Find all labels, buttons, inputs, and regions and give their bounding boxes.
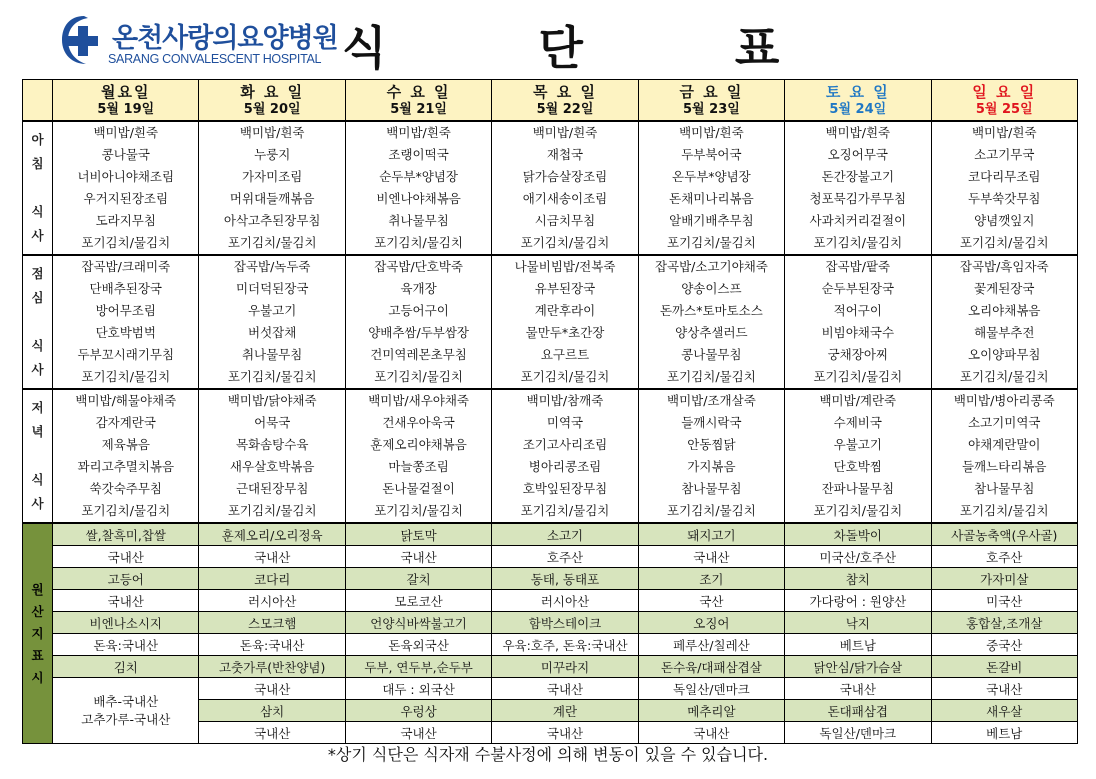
menu-item: 쑥갓숙주무침 <box>89 481 162 496</box>
meal-label-char <box>23 176 52 200</box>
menu-table <box>22 79 1078 744</box>
origin-item-cell: 갈치 <box>345 568 491 590</box>
origin-item-row <box>23 523 1078 546</box>
meal-label-char: 식 <box>31 204 44 219</box>
menu-item: 궁채장아찌 <box>827 347 888 362</box>
menu-item: 백미밥/흰죽 <box>93 125 159 140</box>
menu-item: 감자계란국 <box>95 415 156 430</box>
menu-cell <box>53 255 199 389</box>
menu-item: 포기김치/물김치 <box>813 503 903 518</box>
menu-item: 잡곡밥/크래미죽 <box>81 259 171 274</box>
menu-item: 시금치무침 <box>534 213 596 228</box>
origin-item-cell: 차돌박이 <box>785 523 931 546</box>
menu-item: 포기김치/물김치 <box>520 503 610 518</box>
origin-source-cell: 국내산 <box>53 590 199 612</box>
meal-label-char: 침 <box>31 156 44 171</box>
menu-item: 돈간장불고기 <box>821 169 895 184</box>
kimchi-origin-cell <box>53 678 199 744</box>
kimchi-origin-line: 고추가루-국내산 <box>81 711 171 727</box>
origin-source-cell: 국내산 <box>199 546 345 568</box>
origin-item-cell: 쌀,찰흑미,찹쌀 <box>53 523 199 546</box>
menu-item: 포기김치/물김치 <box>520 235 610 250</box>
origin-source-cell: 페루산/칠레산 <box>638 634 784 656</box>
menu-item: 우불고기 <box>833 437 882 452</box>
menu-cell <box>199 389 345 523</box>
menu-item: 제육볶음 <box>101 437 150 452</box>
origin-item-cell: 낙지 <box>785 612 931 634</box>
day-name: 일 요 일 <box>972 82 1037 101</box>
menu-cell <box>345 255 491 389</box>
origin-source-cell: 우육:호주, 돈육:국내산 <box>492 634 638 656</box>
day-name: 월요일 <box>101 82 151 101</box>
origin-source-cell: 국내산 <box>199 678 345 700</box>
menu-item: 백미밥/조개살죽 <box>667 393 756 408</box>
menu-item: 소고기무국 <box>974 147 1035 162</box>
day-date: 5월 24일 <box>829 101 887 117</box>
menu-item: 콩나물국 <box>101 147 150 162</box>
menu-item: 참나물무침 <box>974 481 1035 496</box>
menu-item: 소고기미역국 <box>968 415 1041 430</box>
meal-label-char: 식 <box>31 472 44 487</box>
menu-item: 잡곡밥/팥죽 <box>825 259 891 274</box>
menu-item: 양송이스프 <box>681 281 742 296</box>
menu-item: 두부북어국 <box>681 147 742 162</box>
menu-item: 돈나물겉절이 <box>382 481 455 496</box>
menu-item: 포기김치/물김치 <box>81 235 171 250</box>
menu-item: 아삭고추된장무침 <box>223 213 321 228</box>
menu-cell <box>492 255 638 389</box>
day-name: 금 요 일 <box>679 82 744 101</box>
origin-source-cell: 국내산 <box>785 678 931 700</box>
origin-source-cell: 국내산 <box>492 722 638 744</box>
origin-source-cell: 모로코산 <box>345 590 491 612</box>
origin-item-cell: 소고기 <box>492 523 638 546</box>
origin-item-cell: 돈수육/대패삼겹살 <box>638 656 784 678</box>
menu-item: 청포묵김가루무침 <box>809 191 907 206</box>
menu-item: 양상추샐러드 <box>675 325 748 340</box>
menu-item: 두부꼬시래기무침 <box>77 347 175 362</box>
menu-item: 애기새송이조림 <box>522 191 608 206</box>
menu-item: 백미밥/병아리콩죽 <box>953 393 1055 408</box>
menu-item: 방어무조림 <box>95 303 156 318</box>
origin-item-row <box>23 656 1078 678</box>
day-header-cell <box>492 80 638 122</box>
menu-item: 해물부추전 <box>974 325 1035 340</box>
origin-item-cell: 미꾸라지 <box>492 656 638 678</box>
menu-item: 목화솜탕수육 <box>235 437 309 452</box>
origin-item-cell: 고춧가루(반찬양념) <box>199 656 345 678</box>
origin-source-cell: 국내산 <box>53 546 199 568</box>
meal-label <box>23 255 53 389</box>
origin-item-cell: 비엔나소시지 <box>53 612 199 634</box>
menu-item: 잔파나물무침 <box>821 481 895 496</box>
menu-item: 새우살호박볶음 <box>229 459 315 474</box>
day-date: 5월 23일 <box>683 101 740 117</box>
menu-item: 미더덕된장국 <box>235 281 309 296</box>
origin-source-cell: 돈육:국내산 <box>53 634 199 656</box>
menu-item: 적어구이 <box>833 303 882 318</box>
origin-source-cell: 국내산 <box>638 722 784 744</box>
origin-item-cell: 오징어 <box>638 612 784 634</box>
day-header-cell <box>785 80 931 122</box>
menu-item: 순두부*양념장 <box>379 169 458 184</box>
origin-item-cell: 홍합살,조개살 <box>931 612 1077 634</box>
origin-item-cell: 닭안심/닭가슴살 <box>785 656 931 678</box>
origin-source-cell: 국내산 <box>345 722 491 744</box>
menu-item: 단호박찜 <box>833 459 882 474</box>
menu-item: 포기김치/물김치 <box>667 369 756 384</box>
origin-item-cell: 훈제오리/오리정육 <box>199 523 345 546</box>
corner-cell <box>23 80 53 122</box>
origin-source-cell: 미국산/호주산 <box>785 546 931 568</box>
menu-item: 돈채미나리볶음 <box>669 191 754 206</box>
day-date: 5월 21일 <box>390 101 447 117</box>
day-header-cell <box>638 80 784 122</box>
menu-item: 가자미조림 <box>241 169 303 184</box>
menu-item: 물만두*초간장 <box>525 325 605 340</box>
hospital-name-ko: 온천사랑의요양병원 <box>112 23 338 54</box>
menu-item: 참나물무침 <box>681 481 742 496</box>
menu-item: 백미밥/흰죽 <box>532 125 598 140</box>
meal-label-char: 아 <box>31 132 44 147</box>
origin-source-cell: 호주산 <box>492 546 638 568</box>
menu-cell <box>492 389 638 523</box>
origin-source-cell: 국산 <box>638 590 784 612</box>
origin-source-cell: 돈육:국내산 <box>199 634 345 656</box>
menu-item: 단호박범벅 <box>95 325 156 340</box>
menu-cell <box>785 121 931 255</box>
menu-item: 백미밥/참깨죽 <box>526 393 604 408</box>
day-date: 5월 19일 <box>97 101 155 117</box>
menu-item: 백미밥/새우야채죽 <box>368 393 469 408</box>
menu-cell <box>199 255 345 389</box>
menu-item: 백미밥/흰죽 <box>971 125 1037 140</box>
menu-item: 계란후라이 <box>534 303 596 318</box>
menu-cell <box>53 121 199 255</box>
origin-source-cell: 베트남 <box>931 722 1077 744</box>
origin-source-row <box>23 634 1078 656</box>
menu-item: 건미역레몬초무침 <box>370 347 467 362</box>
menu-item: 순두부된장국 <box>821 281 895 296</box>
menu-item: 오징어무국 <box>827 147 888 162</box>
menu-item: 포기김치/물김치 <box>959 503 1049 518</box>
menu-item: 포기김치/물김치 <box>959 235 1049 250</box>
meal-row <box>23 389 1078 523</box>
origin-item-cell: 계란 <box>492 700 638 722</box>
menu-item: 알배기배추무침 <box>669 213 754 228</box>
menu-item: 요구르트 <box>540 347 590 362</box>
menu-item: 사과치커리겉절이 <box>809 213 907 228</box>
menu-item: 조기고사리조림 <box>522 437 608 452</box>
meal-label-char: 심 <box>31 290 44 305</box>
menu-item: 포기김치/물김치 <box>374 369 463 384</box>
menu-cell <box>345 389 491 523</box>
menu-item: 나물비빔밥/전복죽 <box>514 259 616 274</box>
day-date: 5월 20일 <box>243 101 301 117</box>
meal-label-char: 점 <box>31 266 44 281</box>
menu-item: 훈제오리야채볶음 <box>370 437 467 452</box>
menu-item: 호박잎된장무침 <box>522 481 608 496</box>
menu-item: 포기김치/물김치 <box>227 369 317 384</box>
menu-item: 들깨시락국 <box>681 415 742 430</box>
menu-item: 포기김치/물김치 <box>813 369 903 384</box>
menu-item: 포기김치/물김치 <box>374 503 463 518</box>
menu-cell <box>492 121 638 255</box>
origin-item-cell: 돈갈비 <box>931 656 1077 678</box>
hospital-logo <box>60 14 338 70</box>
menu-item: 돈까스*토마토소스 <box>659 303 763 318</box>
day-name: 화 요 일 <box>240 82 305 101</box>
menu-item: 우불고기 <box>248 303 297 318</box>
origin-source-cell: 대두 : 외국산 <box>345 678 491 700</box>
day-header-cell <box>931 80 1077 122</box>
origin-source-cell: 국내산 <box>199 722 345 744</box>
menu-item: 잡곡밥/소고기야채죽 <box>654 259 768 274</box>
menu-item: 백미밥/흰죽 <box>679 125 744 140</box>
hospital-name-en: SARANG CONVALESCENT HOSPITAL <box>108 52 322 66</box>
menu-item: 닭가슴살장조림 <box>522 169 608 184</box>
origin-source-cell: 미국산 <box>931 590 1077 612</box>
menu-item: 미역국 <box>546 415 584 430</box>
menu-item: 마늘쫑조림 <box>388 459 449 474</box>
origin-item-cell: 메추리알 <box>638 700 784 722</box>
menu-item: 잡곡밥/흑임자죽 <box>959 259 1049 274</box>
menu-cell <box>638 389 784 523</box>
origin-item-cell: 조기 <box>638 568 784 590</box>
menu-cell <box>785 389 931 523</box>
day-date: 5월 22일 <box>536 101 594 117</box>
footnote: *상기 식단은 식자재 수불사정에 의해 변동이 있을 수 있습니다. <box>327 745 769 764</box>
meal-label-char <box>23 444 52 468</box>
menu-item: 병아리콩조림 <box>528 459 602 474</box>
kimchi-origin-line: 배추-국내산 <box>93 693 159 709</box>
menu-item: 들깨느타리볶음 <box>961 459 1047 474</box>
menu-item: 양념깻잎지 <box>974 213 1035 228</box>
origin-label <box>23 523 53 744</box>
origin-label-char: 시 <box>31 669 44 685</box>
origin-label-char: 지 <box>31 625 44 641</box>
origin-item-cell: 함박스테이크 <box>492 612 638 634</box>
origin-source-cell: 러시아산 <box>199 590 345 612</box>
menu-item: 육개장 <box>400 281 437 296</box>
origin-source-cell: 호주산 <box>931 546 1077 568</box>
meal-label-char <box>23 310 52 334</box>
origin-item-cell: 코다리 <box>199 568 345 590</box>
origin-item-cell: 사골농축액(우사골) <box>931 523 1077 546</box>
menu-cell <box>53 389 199 523</box>
origin-source-cell: 돈육외국산 <box>345 634 491 656</box>
origin-item-cell: 참치 <box>785 568 931 590</box>
day-name: 목 요 일 <box>533 82 597 101</box>
origin-source-cell: 러시아산 <box>492 590 638 612</box>
menu-item: 도라지무침 <box>95 213 156 228</box>
origin-source-cell: 중국산 <box>931 634 1077 656</box>
menu-item: 비빔야채국수 <box>821 325 895 340</box>
origin-source-cell: 베트남 <box>785 634 931 656</box>
menu-item: 두부쑥갓무침 <box>968 191 1041 206</box>
origin-source-cell: 국내산 <box>492 678 638 700</box>
menu-cell <box>345 121 491 255</box>
day-date: 5월 25일 <box>975 101 1033 117</box>
day-name: 수 요 일 <box>386 82 451 101</box>
menu-cell <box>931 389 1077 523</box>
menu-cell <box>638 255 784 389</box>
origin-source-cell: 국내산 <box>931 678 1077 700</box>
menu-item: 포기김치/물김치 <box>374 235 463 250</box>
origin-source-cell: 가다랑어 : 원양산 <box>785 590 931 612</box>
menu-item: 온두부*양념장 <box>672 169 751 184</box>
origin-item-cell: 고등어 <box>53 568 199 590</box>
menu-item: 유부된장국 <box>534 281 596 296</box>
menu-item: 수제비국 <box>833 415 882 430</box>
origin-item-cell: 삼치 <box>199 700 345 722</box>
menu-item: 꽈리고추멸치볶음 <box>77 459 175 474</box>
cross-icon <box>60 14 108 66</box>
menu-item: 백미밥/해물야채죽 <box>75 393 177 408</box>
menu-item: 포기김치/물김치 <box>667 503 756 518</box>
meal-label <box>23 389 53 523</box>
menu-item: 버섯잡채 <box>248 325 297 340</box>
origin-item-row <box>23 568 1078 590</box>
origin-source-cell: 국내산 <box>638 546 784 568</box>
origin-item-cell: 동태, 동태포 <box>492 568 638 590</box>
meal-label-char: 녁 <box>31 424 44 439</box>
meal-label <box>23 121 53 255</box>
menu-cell <box>638 121 784 255</box>
origin-item-cell: 돼지고기 <box>638 523 784 546</box>
menu-item: 우거지된장조림 <box>83 191 169 206</box>
origin-source-row <box>23 678 1078 700</box>
origin-label-char: 산 <box>31 603 44 619</box>
menu-item: 양배추쌈/두부쌈장 <box>368 325 469 340</box>
meal-row <box>23 255 1078 389</box>
menu-item: 잡곡밥/녹두죽 <box>233 259 311 274</box>
origin-label-char: 원 <box>31 581 44 597</box>
menu-item: 누룽지 <box>254 147 291 162</box>
origin-item-cell: 우렁상 <box>345 700 491 722</box>
meal-label-char: 식 <box>31 338 44 353</box>
origin-source-cell: 독일산/덴마크 <box>638 678 784 700</box>
origin-item-cell: 언양식바싹불고기 <box>345 612 491 634</box>
menu-item: 백미밥/흰죽 <box>386 125 451 140</box>
day-header-cell <box>53 80 199 122</box>
menu-item: 콩나물무침 <box>681 347 742 362</box>
menu-item: 코다리무조림 <box>968 169 1041 184</box>
menu-item: 포기김치/물김치 <box>227 503 317 518</box>
menu-item: 포기김치/물김치 <box>81 369 171 384</box>
menu-item: 포기김치/물김치 <box>227 235 317 250</box>
day-header-cell <box>345 80 491 122</box>
meal-label-char: 사 <box>31 228 44 243</box>
menu-item: 오리야채볶음 <box>968 303 1041 318</box>
origin-item-cell: 닭토막 <box>345 523 491 546</box>
origin-item-cell: 가자미살 <box>931 568 1077 590</box>
menu-cell <box>931 121 1077 255</box>
origin-item-row <box>23 612 1078 634</box>
page-title: 식 단 표 <box>342 21 848 75</box>
origin-item-cell: 돈대패삼겹 <box>785 700 931 722</box>
menu-item: 꽃게된장국 <box>974 281 1035 296</box>
menu-item: 포기김치/물김치 <box>959 369 1049 384</box>
meal-label-char: 저 <box>31 400 44 415</box>
origin-item-cell: 김치 <box>53 656 199 678</box>
menu-item: 너비아니야채조림 <box>77 169 175 184</box>
menu-item: 백미밥/흰죽 <box>239 125 305 140</box>
menu-item: 재첩국 <box>546 147 584 162</box>
menu-item: 포기김치/물김치 <box>81 503 171 518</box>
menu-item: 취나물무침 <box>241 347 303 362</box>
menu-item: 근대된장무침 <box>235 481 309 496</box>
menu-item: 야채계란말이 <box>968 437 1041 452</box>
origin-source-row <box>23 590 1078 612</box>
menu-item: 백미밥/흰죽 <box>825 125 891 140</box>
menu-item: 어묵국 <box>254 415 291 430</box>
menu-item: 백미밥/계란죽 <box>819 393 897 408</box>
meal-label-char: 사 <box>31 362 44 377</box>
menu-item: 포기김치/물김치 <box>667 235 756 250</box>
menu-item: 백미밥/닭야채죽 <box>227 393 317 408</box>
menu-item: 건새우아욱국 <box>382 415 455 430</box>
menu-item: 가지볶음 <box>687 459 736 474</box>
day-name: 토 요 일 <box>825 82 890 101</box>
origin-source-cell: 독일산/덴마크 <box>785 722 931 744</box>
menu-item: 단배추된장국 <box>89 281 162 296</box>
menu-item: 고등어구이 <box>388 303 449 318</box>
menu-cell <box>199 121 345 255</box>
meal-label-char: 사 <box>31 496 44 511</box>
meal-row <box>23 121 1078 255</box>
day-header-row <box>23 80 1078 122</box>
menu-item: 오이양파무침 <box>968 347 1041 362</box>
origin-label-char: 표 <box>31 647 44 663</box>
menu-item: 잡곡밥/단호박죽 <box>374 259 463 274</box>
origin-item-cell: 스모크햄 <box>199 612 345 634</box>
page-header <box>0 0 1096 78</box>
menu-item: 포기김치/물김치 <box>520 369 610 384</box>
menu-item: 포기김치/물김치 <box>813 235 903 250</box>
menu-item: 조랭이떡국 <box>388 147 449 162</box>
origin-item-cell: 새우살 <box>931 700 1077 722</box>
menu-item: 안동찜닭 <box>687 437 736 452</box>
menu-cell <box>785 255 931 389</box>
menu-item: 비엔나야채볶음 <box>376 191 461 206</box>
menu-item: 취나물무침 <box>388 213 449 228</box>
menu-item: 머위대들깨볶음 <box>229 191 315 206</box>
menu-cell <box>931 255 1077 389</box>
origin-item-cell: 두부, 연두부,순두부 <box>345 656 491 678</box>
day-header-cell <box>199 80 345 122</box>
origin-source-cell: 국내산 <box>345 546 491 568</box>
origin-source-row <box>23 546 1078 568</box>
